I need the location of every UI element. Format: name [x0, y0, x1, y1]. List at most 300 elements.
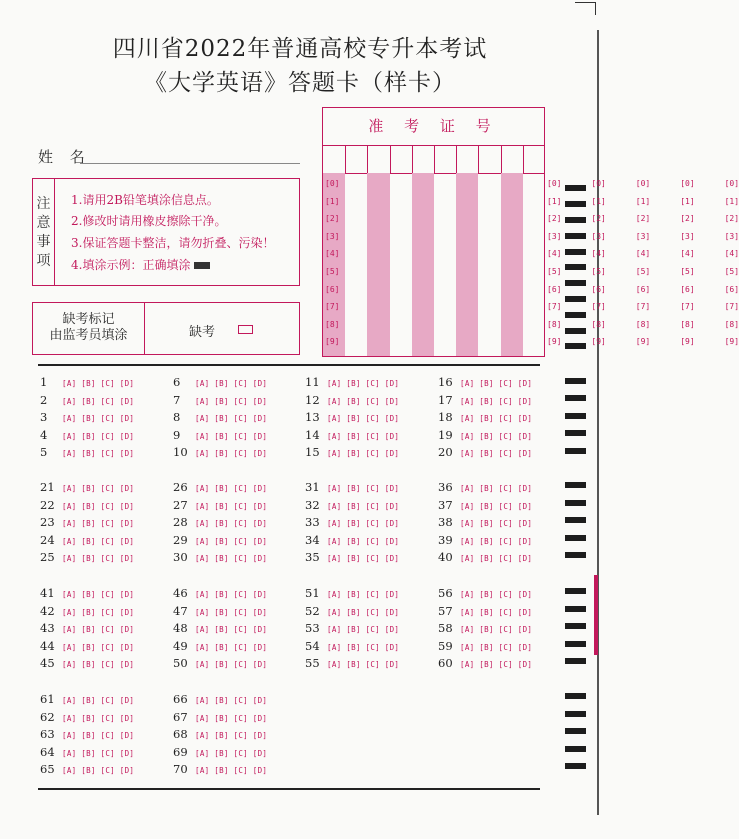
- answer-bubbles[interactable]: [A] [B] [C] [D]: [195, 642, 268, 652]
- timing-mark: [565, 693, 586, 699]
- answer-bubbles[interactable]: [A] [B] [C] [D]: [327, 396, 400, 406]
- answer-bubbles[interactable]: [A] [B] [C] [D]: [195, 660, 268, 670]
- timing-mark: [565, 378, 586, 384]
- question-number: 6: [173, 375, 181, 389]
- question-row: [173, 428, 267, 442]
- question-number: 42: [40, 603, 55, 618]
- answer-bubbles[interactable]: [A] [B] [C] [D]: [195, 625, 268, 635]
- answer-bubbles[interactable]: [A] [B] [C] [D]: [195, 414, 268, 424]
- answer-bubbles[interactable]: [A] [B] [C] [D]: [195, 748, 268, 758]
- exam-id-digit-bubble[interactable]: [6]: [591, 284, 606, 294]
- question-row: [40, 656, 134, 670]
- answer-bubbles[interactable]: [A] [B] [C] [D]: [460, 484, 533, 493]
- question-row: [438, 410, 532, 424]
- question-row: [438, 586, 532, 600]
- question-number: 66: [173, 692, 188, 706]
- answer-bubbles[interactable]: [A] [B] [C] [D]: [195, 379, 268, 388]
- question-row: [173, 445, 267, 459]
- exam-id-digit-bubble[interactable]: [6]: [547, 284, 562, 294]
- title-line-2: 《大学英语》答题卡（样卡）: [144, 70, 456, 96]
- question-number: 45: [40, 656, 55, 671]
- timing-mark: [565, 280, 586, 286]
- absent-text: 缺考: [189, 325, 216, 340]
- exam-id-digit-bubble[interactable]: [9]: [591, 337, 606, 347]
- answer-bubbles[interactable]: [A] [B] [C] [D]: [62, 431, 135, 441]
- question-row: [40, 428, 134, 442]
- exam-id-digit-bubble[interactable]: [1]: [680, 196, 695, 206]
- exam-id-digit-bubble[interactable]: [2]: [325, 214, 340, 224]
- note-4: [71, 256, 210, 273]
- question-number: 70: [173, 762, 188, 777]
- question-number: 11: [305, 375, 320, 389]
- answer-bubbles[interactable]: [A] [B] [C] [D]: [195, 696, 268, 705]
- question-number: 56: [438, 586, 453, 600]
- exam-id-digit-bubble[interactable]: [6]: [724, 284, 739, 294]
- answer-bubbles[interactable]: [A] [B] [C] [D]: [62, 748, 135, 758]
- answer-bubbles[interactable]: [A] [B] [C] [D]: [62, 766, 135, 776]
- question-number: 58: [438, 621, 453, 636]
- question-row: [438, 550, 532, 564]
- answer-bubbles[interactable]: [A] [B] [C] [D]: [195, 607, 268, 617]
- exam-id-digit-bubble[interactable]: [9]: [325, 337, 340, 347]
- exam-id-digit-bubble[interactable]: [7]: [724, 302, 739, 312]
- exam-id-cell-divider: [412, 145, 413, 173]
- answer-bubbles[interactable]: [A] [B] [C] [D]: [62, 554, 135, 564]
- exam-id-digit-bubble[interactable]: [3]: [680, 231, 695, 241]
- exam-id-cell-divider: [367, 145, 368, 173]
- answer-bubbles[interactable]: [A] [B] [C] [D]: [62, 660, 135, 670]
- question-number: 31: [305, 480, 320, 494]
- answer-bubbles[interactable]: [A] [B] [C] [D]: [460, 501, 533, 511]
- note-1: 1.请用2B铅笔填涂信息点。: [71, 193, 219, 207]
- answer-bubbles[interactable]: [A] [B] [C] [D]: [460, 660, 533, 670]
- question-row: [40, 621, 134, 635]
- answer-bubbles[interactable]: [A] [B] [C] [D]: [195, 519, 268, 529]
- exam-id-digit-bubble[interactable]: [6]: [325, 284, 340, 294]
- answer-bubbles[interactable]: [A] [B] [C] [D]: [195, 536, 268, 546]
- exam-id-digit-bubble[interactable]: [1]: [547, 196, 562, 206]
- exam-id-digit-bubble[interactable]: [4]: [724, 249, 739, 259]
- exam-id-column: [412, 173, 434, 356]
- question-number: 16: [438, 375, 453, 389]
- exam-id-digit-bubble[interactable]: [7]: [680, 302, 695, 312]
- answer-bubbles[interactable]: [A] [B] [C] [D]: [460, 625, 533, 635]
- answer-bubbles[interactable]: [A] [B] [C] [D]: [327, 642, 400, 652]
- answer-bubbles[interactable]: [A] [B] [C] [D]: [460, 449, 533, 459]
- question-row: [40, 550, 134, 564]
- notes-label-text: 注意事项: [36, 196, 51, 269]
- question-number: 59: [438, 638, 453, 653]
- question-number: 20: [438, 445, 453, 460]
- exam-id-label: 准 考 证 号: [323, 108, 544, 146]
- answer-bubbles[interactable]: [A] [B] [C] [D]: [195, 396, 268, 406]
- answer-bubbles[interactable]: [A] [B] [C] [D]: [460, 414, 533, 424]
- question-row: [305, 393, 399, 407]
- question-row: [40, 710, 134, 724]
- exam-id-digit-bubble[interactable]: [3]: [325, 231, 340, 241]
- question-number: 8: [173, 410, 181, 425]
- exam-id-digit-bubble[interactable]: [1]: [591, 196, 606, 206]
- question-number: 23: [40, 515, 55, 530]
- question-number: 49: [173, 638, 188, 653]
- answer-bubbles[interactable]: [A] [B] [C] [D]: [195, 554, 268, 564]
- exam-id-digit-bubble[interactable]: [3]: [635, 231, 651, 241]
- question-number: 1: [40, 375, 48, 389]
- question-number: 54: [305, 638, 320, 653]
- timing-mark: [565, 249, 586, 255]
- question-number: 55: [305, 656, 320, 671]
- answer-bubbles[interactable]: [A] [B] [C] [D]: [62, 731, 135, 741]
- answer-bubbles[interactable]: [A] [B] [C] [D]: [460, 590, 533, 599]
- exam-id-digit-bubble[interactable]: [4]: [325, 249, 340, 259]
- exam-id-cell-divider: [390, 145, 391, 173]
- question-row: [40, 445, 134, 459]
- question-number: 64: [40, 744, 55, 759]
- question-number: 13: [305, 410, 320, 425]
- question-number: 39: [438, 532, 453, 547]
- timing-mark: [565, 658, 586, 664]
- question-row: [305, 445, 399, 459]
- exam-id-digit-bubble[interactable]: [5]: [325, 267, 340, 276]
- question-row: [40, 533, 134, 547]
- exam-id-digit-bubble[interactable]: [0]: [680, 179, 695, 188]
- exam-id-digit-bubble[interactable]: [2]: [635, 214, 651, 224]
- exam-id-column: [390, 173, 412, 356]
- answer-bubbles[interactable]: [A] [B] [C] [D]: [327, 660, 400, 670]
- question-number: 15: [305, 445, 320, 460]
- question-number: 4: [40, 427, 48, 442]
- timing-mark: [565, 763, 586, 769]
- answer-bubbles[interactable]: [A] [B] [C] [D]: [327, 484, 400, 493]
- question-number: 50: [173, 656, 188, 671]
- question-number: 19: [438, 427, 453, 442]
- answer-bubbles[interactable]: [A] [B] [C] [D]: [62, 642, 135, 652]
- question-row: [305, 621, 399, 635]
- question-row: [305, 428, 399, 442]
- question-row: [305, 498, 399, 512]
- exam-id-digit-bubble[interactable]: [1]: [325, 196, 340, 206]
- question-row: [173, 586, 267, 600]
- question-row: [40, 498, 134, 512]
- exam-id-digit-bubble[interactable]: [0]: [724, 179, 739, 188]
- answer-bubbles[interactable]: [A] [B] [C] [D]: [327, 625, 400, 635]
- exam-id-column: [345, 173, 367, 356]
- exam-id-digit-bubble[interactable]: [8]: [724, 319, 739, 329]
- exam-id-digit-bubble[interactable]: [6]: [635, 284, 651, 294]
- answer-bubbles[interactable]: [A] [B] [C] [D]: [327, 554, 400, 564]
- edge-line: [597, 30, 599, 815]
- exam-id-bubble-grid[interactable]: [323, 173, 739, 356]
- timing-mark: [565, 517, 586, 523]
- note-4-text: 4.填涂示例：正确填涂: [71, 258, 191, 272]
- question-number: 67: [173, 709, 188, 724]
- timing-mark: [565, 711, 586, 717]
- question-number: 9: [173, 427, 181, 442]
- answer-bubbles[interactable]: [A] [B] [C] [D]: [460, 379, 533, 388]
- timing-mark: [565, 535, 586, 541]
- exam-id-digit-bubble[interactable]: [0]: [547, 179, 562, 188]
- exam-id-digit-bubble[interactable]: [8]: [635, 319, 651, 329]
- exam-id-column: [434, 173, 562, 356]
- answer-bubbles[interactable]: [A] [B] [C] [D]: [460, 554, 533, 564]
- question-row: [173, 710, 267, 724]
- answer-bubbles[interactable]: [A] [B] [C] [D]: [62, 484, 135, 493]
- absent-label-line1: 缺考标记: [62, 312, 115, 327]
- exam-id-digit-bubble[interactable]: [7]: [547, 302, 562, 312]
- answer-bubbles[interactable]: [A] [B] [C] [D]: [195, 484, 268, 493]
- answer-bubbles[interactable]: [A] [B] [C] [D]: [460, 536, 533, 546]
- absent-label: [33, 303, 145, 354]
- timing-mark: [565, 482, 586, 488]
- exam-id-cell-divider: [456, 145, 457, 173]
- exam-id-digit-bubble[interactable]: [8]: [680, 319, 695, 329]
- exam-id-cell-divider: [434, 145, 435, 173]
- question-row: [173, 639, 267, 653]
- notes-box: [32, 178, 300, 286]
- question-row: [173, 550, 267, 564]
- question-row: [438, 639, 532, 653]
- absent-box: [32, 302, 300, 355]
- exam-id-digit-bubble[interactable]: [8]: [325, 319, 340, 329]
- answer-bubbles[interactable]: [A] [B] [C] [D]: [327, 379, 400, 388]
- exam-id-digit-bubble[interactable]: [7]: [325, 302, 340, 312]
- question-number: 41: [40, 586, 55, 600]
- exam-id-cell-divider: [345, 145, 346, 173]
- answer-bubbles[interactable]: [A] [B] [C] [D]: [195, 590, 268, 599]
- exam-id-digit-bubble[interactable]: [1]: [724, 196, 739, 206]
- question-number: 51: [305, 586, 320, 600]
- timing-mark: [565, 588, 586, 594]
- exam-id-column: [523, 173, 739, 356]
- exam-id-box: [322, 107, 739, 357]
- title-line-1: 四川省2022年普通高校专升本考试: [112, 36, 488, 62]
- exam-id-digit-bubble[interactable]: [2]: [547, 214, 562, 224]
- question-row: [173, 480, 267, 494]
- answer-bubbles[interactable]: [A] [B] [C] [D]: [195, 713, 268, 723]
- exam-id-digit-bubble[interactable]: [5]: [635, 267, 651, 276]
- question-row: [173, 533, 267, 547]
- exam-id-digit-bubble[interactable]: [2]: [591, 214, 606, 224]
- name-label: 姓 名: [38, 148, 91, 166]
- question-number: 2: [40, 392, 48, 407]
- question-number: 68: [173, 727, 188, 742]
- exam-id-write-cells[interactable]: [323, 145, 544, 174]
- fill-sample-mark: [194, 262, 210, 269]
- answer-bubbles[interactable]: [A] [B] [C] [D]: [327, 501, 400, 511]
- exam-id-digit-bubble[interactable]: [1]: [635, 196, 651, 206]
- answer-bubbles[interactable]: [A] [B] [C] [D]: [195, 501, 268, 511]
- answer-bubbles[interactable]: [A] [B] [C] [D]: [460, 607, 533, 617]
- question-number: 22: [40, 497, 55, 512]
- exam-id-digit-bubble[interactable]: [7]: [635, 302, 651, 312]
- timing-mark: [565, 201, 586, 207]
- divider-top: [38, 364, 540, 366]
- answer-bubbles[interactable]: [A] [B] [C] [D]: [460, 642, 533, 652]
- question-number: 30: [173, 550, 188, 565]
- question-number: 21: [40, 480, 55, 494]
- note-2: 2.修改时请用橡皮擦除干净。: [71, 214, 227, 228]
- question-number: 53: [305, 621, 320, 636]
- question-row: [173, 727, 267, 741]
- answer-bubbles[interactable]: [A] [B] [C] [D]: [460, 396, 533, 406]
- question-row: [173, 621, 267, 635]
- question-number: 60: [438, 656, 453, 671]
- exam-id-digit-bubble[interactable]: [3]: [724, 231, 739, 241]
- question-row: [40, 762, 134, 776]
- answer-bubbles[interactable]: [A] [B] [C] [D]: [62, 590, 135, 599]
- absent-label-line2: 由监考员填涂: [49, 328, 128, 343]
- answer-bubbles[interactable]: [A] [B] [C] [D]: [327, 449, 400, 459]
- timing-mark: [565, 641, 586, 647]
- answer-bubbles[interactable]: [A] [B] [C] [D]: [460, 519, 533, 529]
- answer-bubbles[interactable]: [A] [B] [C] [D]: [62, 713, 135, 723]
- exam-id-digit-bubble[interactable]: [0]: [635, 179, 651, 188]
- answer-bubbles[interactable]: [A] [B] [C] [D]: [62, 414, 135, 424]
- answer-bubbles[interactable]: [A] [B] [C] [D]: [327, 431, 400, 441]
- question-number: 12: [305, 392, 320, 407]
- timing-mark: [565, 185, 586, 191]
- exam-id-digit-bubble[interactable]: [5]: [724, 267, 739, 276]
- exam-id-digit-bubble[interactable]: [7]: [591, 302, 606, 312]
- exam-id-digit-bubble[interactable]: [9]: [680, 337, 695, 347]
- answer-bubbles[interactable]: [A] [B] [C] [D]: [195, 766, 268, 776]
- question-number: 7: [173, 392, 181, 407]
- notes-label: [33, 179, 55, 285]
- question-row: [40, 480, 134, 494]
- question-number: 44: [40, 638, 55, 653]
- exam-id-digit-bubble[interactable]: [9]: [547, 337, 562, 347]
- timing-mark: [565, 328, 586, 334]
- question-number: 24: [40, 532, 55, 547]
- question-row: [173, 515, 267, 529]
- question-row: [40, 410, 134, 424]
- timing-mark: [565, 312, 586, 318]
- exam-id-column: [501, 173, 695, 356]
- answer-bubbles[interactable]: [A] [B] [C] [D]: [195, 731, 268, 741]
- question-row: [305, 586, 399, 600]
- exam-id-digit-bubble[interactable]: [5]: [591, 267, 606, 276]
- answer-bubbles[interactable]: [A] [B] [C] [D]: [460, 431, 533, 441]
- exam-id-digit-bubble[interactable]: [8]: [547, 319, 562, 329]
- question-number: 17: [438, 392, 453, 407]
- question-row: [173, 762, 267, 776]
- answer-bubbles[interactable]: [A] [B] [C] [D]: [195, 449, 268, 459]
- exam-id-column: [456, 173, 606, 356]
- answer-bubbles[interactable]: [A] [B] [C] [D]: [62, 449, 135, 459]
- timing-mark: [565, 606, 586, 612]
- exam-id-digit-bubble[interactable]: [9]: [724, 337, 739, 347]
- exam-id-digit-bubble[interactable]: [6]: [680, 284, 695, 294]
- corner-mark: [575, 2, 596, 15]
- answer-bubbles[interactable]: [A] [B] [C] [D]: [62, 625, 135, 635]
- answer-bubbles[interactable]: [A] [B] [C] [D]: [327, 590, 400, 599]
- exam-id-digit-bubble[interactable]: [0]: [591, 179, 606, 188]
- question-row: [305, 375, 399, 389]
- answer-bubbles[interactable]: [A] [B] [C] [D]: [62, 396, 135, 406]
- exam-id-column: [323, 173, 345, 356]
- exam-id-digit-bubble[interactable]: [5]: [680, 267, 695, 276]
- exam-id-digit-bubble[interactable]: [4]: [547, 249, 562, 259]
- question-row: [438, 515, 532, 529]
- question-number: 62: [40, 709, 55, 724]
- exam-id-digit-bubble[interactable]: [2]: [680, 214, 695, 224]
- exam-id-digit-bubble[interactable]: [8]: [591, 319, 606, 329]
- timing-mark: [565, 430, 586, 436]
- question-row: [438, 604, 532, 618]
- question-row: [438, 428, 532, 442]
- answer-bubbles[interactable]: [A] [B] [C] [D]: [327, 607, 400, 617]
- exam-id-digit-bubble[interactable]: [9]: [635, 337, 651, 347]
- question-row: [40, 375, 134, 389]
- question-number: 35: [305, 550, 320, 565]
- exam-id-digit-bubble[interactable]: [5]: [547, 267, 562, 276]
- question-row: [305, 656, 399, 670]
- divider-bottom: [38, 788, 540, 790]
- question-row: [305, 410, 399, 424]
- exam-id-column: [367, 173, 389, 356]
- answer-bubbles[interactable]: [A] [B] [C] [D]: [195, 431, 268, 441]
- exam-id-digit-bubble[interactable]: [4]: [635, 249, 651, 259]
- question-number: 33: [305, 515, 320, 530]
- exam-id-digit-bubble[interactable]: [3]: [547, 231, 562, 241]
- answer-bubbles[interactable]: [A] [B] [C] [D]: [62, 379, 135, 388]
- answer-bubbles[interactable]: [A] [B] [C] [D]: [62, 519, 135, 529]
- question-row: [173, 745, 267, 759]
- question-number: 47: [173, 603, 188, 618]
- timing-mark: [565, 413, 586, 419]
- exam-id-cell-divider: [523, 145, 524, 173]
- exam-id-column: [478, 173, 651, 356]
- answer-bubbles[interactable]: [A] [B] [C] [D]: [62, 696, 135, 705]
- question-row: [305, 515, 399, 529]
- question-row: [40, 639, 134, 653]
- timing-mark: [565, 746, 586, 752]
- timing-mark: [565, 217, 586, 223]
- answer-bubbles[interactable]: [A] [B] [C] [D]: [327, 536, 400, 546]
- question-number: 38: [438, 515, 453, 530]
- question-row: [438, 445, 532, 459]
- absent-checkbox[interactable]: [238, 325, 253, 334]
- timing-mark: [565, 623, 586, 629]
- question-number: 46: [173, 586, 188, 600]
- question-number: 10: [173, 445, 188, 460]
- question-number: 52: [305, 603, 320, 618]
- exam-id-digit-bubble[interactable]: [0]: [325, 179, 340, 188]
- question-number: 69: [173, 744, 188, 759]
- name-field[interactable]: [80, 163, 300, 164]
- timing-mark: [565, 552, 586, 558]
- answer-bubbles[interactable]: [A] [B] [C] [D]: [62, 536, 135, 546]
- answer-bubbles[interactable]: [A] [B] [C] [D]: [62, 607, 135, 617]
- question-number: 18: [438, 410, 453, 425]
- question-row: [438, 375, 532, 389]
- exam-id-digit-bubble[interactable]: [4]: [680, 249, 695, 259]
- question-row: [173, 393, 267, 407]
- exam-id-digit-bubble[interactable]: [3]: [591, 231, 606, 241]
- question-number: 34: [305, 532, 320, 547]
- answer-bubbles[interactable]: [A] [B] [C] [D]: [327, 414, 400, 424]
- answer-bubbles[interactable]: [A] [B] [C] [D]: [327, 519, 400, 529]
- timing-mark: [565, 264, 586, 270]
- question-row: [305, 550, 399, 564]
- question-row: [438, 656, 532, 670]
- answer-bubbles[interactable]: [A] [B] [C] [D]: [62, 501, 135, 511]
- exam-id-cell-divider: [478, 145, 479, 173]
- exam-id-digit-bubble[interactable]: [4]: [591, 249, 606, 259]
- question-row: [173, 656, 267, 670]
- exam-id-digit-bubble[interactable]: [2]: [724, 214, 739, 224]
- note-3: 3.保证答题卡整洁，请勿折叠、污染！: [71, 236, 275, 250]
